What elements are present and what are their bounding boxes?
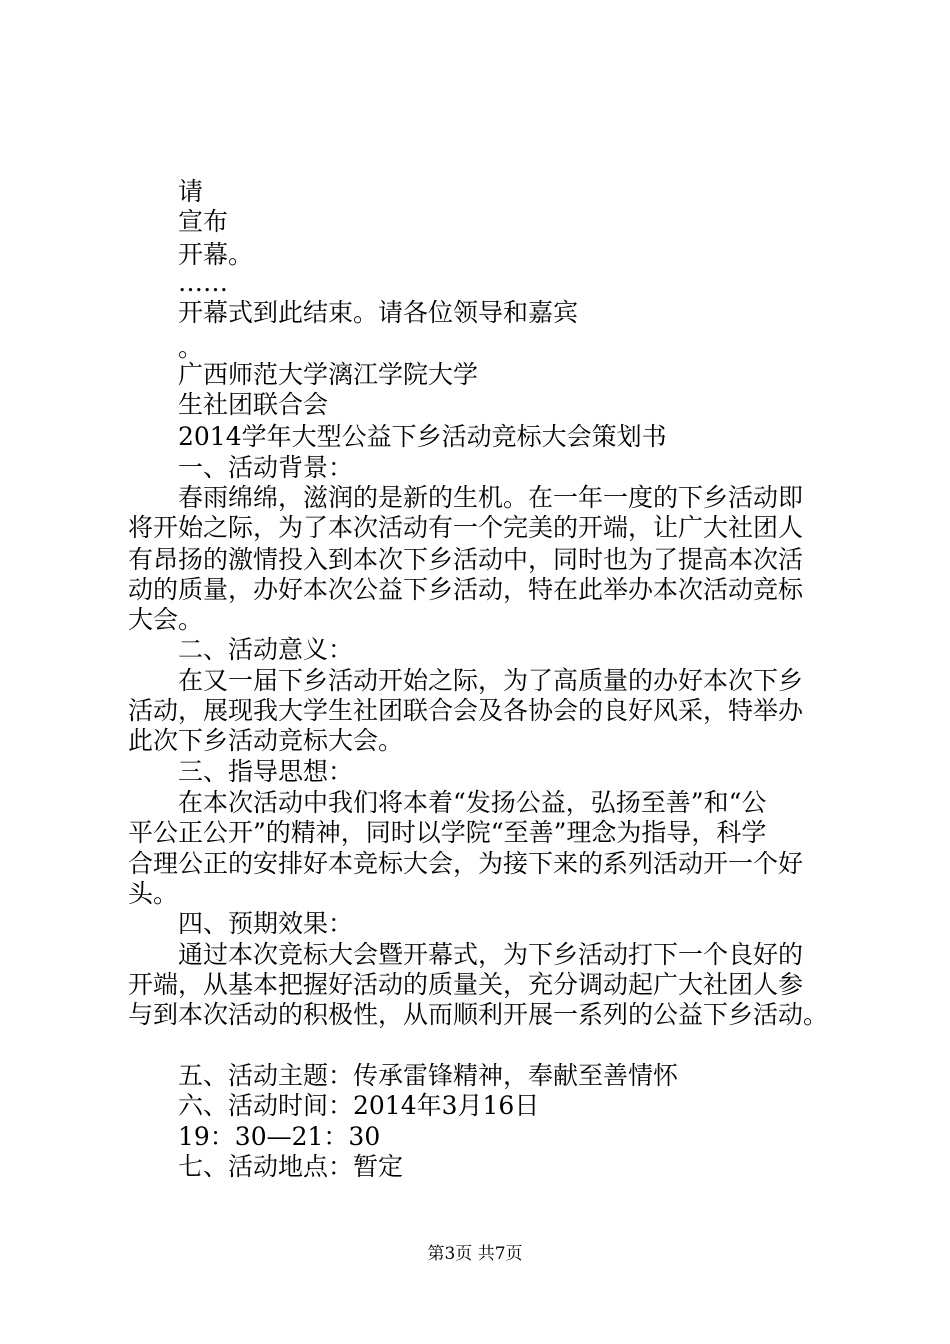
place-line: 七、活动地点：暂定 — [178, 1152, 404, 1181]
background-line: 春雨绵绵，滋润的是新的生机。在一年一度的下乡活动即 — [178, 483, 804, 512]
background-line: 大会。 — [128, 605, 204, 634]
guiding-heading: 三、指导思想： — [178, 757, 354, 786]
org-line-1: 广西师范大学漓江学院大学 — [178, 360, 479, 389]
effect-line: 开端，从基本把握好活动的质量关，充分调动起广大社团人参 — [128, 970, 804, 999]
background-line: 动的质量，办好本次公益下乡活动，特在此举办本次活动竞标 — [128, 575, 804, 604]
time-line: 六、活动时间：2014年3月16日 — [178, 1091, 540, 1120]
opening-line-3: 开幕。 — [178, 240, 254, 269]
meaning-line: 此次下乡活动竞标大会。 — [128, 726, 404, 755]
ellipsis: …… — [178, 268, 228, 297]
effect-heading: 四、预期效果： — [178, 909, 354, 938]
meaning-line: 活动，展现我大学生社团联合会及各协会的良好风采，特举办 — [128, 696, 804, 725]
meaning-line: 在又一届下乡活动开始之际，为了高质量的办好本次下乡 — [178, 666, 804, 695]
guiding-line: 头。 — [128, 879, 179, 908]
opening-line-1: 请 — [178, 177, 204, 206]
guiding-line: 在本次活动中我们将本着“发扬公益，弘扬至善”和“公 — [178, 788, 767, 817]
background-line: 将开始之际，为了本次活动有一个完美的开端，让广大社团人 — [128, 513, 804, 542]
guiding-line: 平公正公开”的精神，同时以学院“至善”理念为指导，科学 — [128, 818, 767, 847]
effect-line: 与到本次活动的积极性，从而顺利开展一系列的公益下乡活动。 — [128, 1000, 829, 1029]
closing-mark: 。 — [178, 333, 204, 362]
document-title: 2014学年大型公益下乡活动竞标大会策划书 — [178, 422, 667, 451]
meaning-heading: 二、活动意义： — [178, 635, 354, 664]
effect-line: 通过本次竞标大会暨开幕式，为下乡活动打下一个良好的 — [178, 940, 804, 969]
theme-line: 五、活动主题：传承雷锋精神，奉献至善情怀 — [178, 1061, 679, 1090]
background-heading: 一、活动背景： — [178, 453, 354, 482]
opening-line-2: 宣布 — [178, 207, 229, 236]
background-line: 有昂扬的激情投入到本次下乡活动中，同时也为了提高本次活 — [128, 545, 804, 574]
page-footer: 第3页 共7页 — [427, 1244, 523, 1264]
closing-line: 开幕式到此结束。请各位领导和嘉宾 — [178, 298, 579, 327]
org-line-2: 生社团联合会 — [178, 390, 329, 419]
time-range-line: 19：30—21：30 — [178, 1122, 381, 1151]
guiding-line: 合理公正的安排好本竞标大会，为接下来的系列活动开一个好 — [128, 849, 804, 878]
